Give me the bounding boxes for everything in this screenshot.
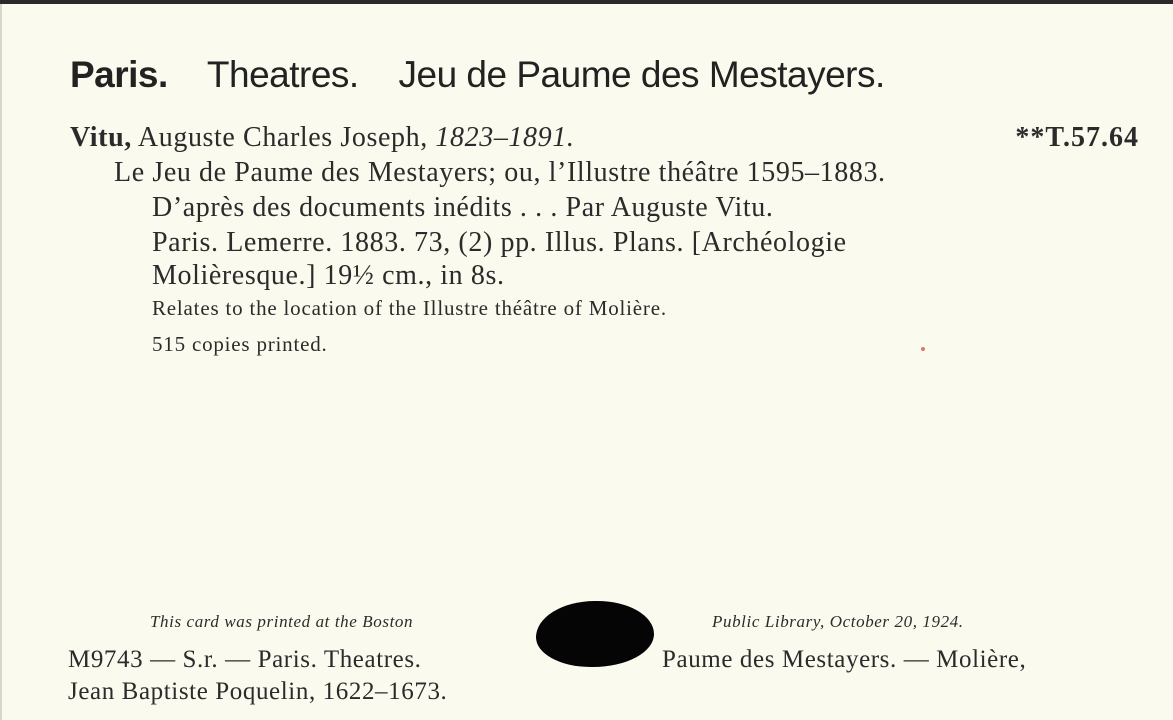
author-dates: 1823–1891.: [435, 122, 575, 153]
title-line-2: D’après des documents inédits . . . Par Auguste Vitu.: [152, 192, 774, 223]
catalog-card: [0, 4, 1173, 720]
title-line-1: Le Jeu de Paume des Mestayers; ou, l’Illustre théâtre 1595–1883.: [114, 157, 886, 188]
ink-speck: [921, 347, 925, 351]
call-number: **T.57.64: [1015, 122, 1139, 153]
heading-term-1: Theatres.: [206, 54, 359, 95]
heading-subject: Paris.: [70, 54, 168, 95]
imprint-line-2: Molièresque.] 19½ cm., in 8s.: [152, 260, 505, 291]
printed-note-left: This card was printed at the Boston: [150, 612, 414, 631]
author-surname: Vitu,: [70, 122, 132, 153]
author-forenames: Auguste Charles Joseph,: [137, 122, 428, 153]
note-copies: 515 copies printed.: [152, 332, 328, 356]
heading-term-2: Jeu de Paume des Mestayers.: [398, 54, 885, 95]
author-line: [70, 122, 574, 154]
tracing-line-1-end: Paume des Mestayers. — Molière,: [662, 646, 1027, 673]
note-location: Relates to the location of the Illustre théâtre of Molière.: [152, 296, 667, 320]
subject-heading: [70, 54, 885, 96]
printed-note-right: Public Library, October 20, 1924.: [712, 612, 964, 631]
tracing-line-2: Jean Baptiste Poquelin, 1622–1673.: [68, 678, 448, 705]
imprint-line-1: Paris. Lemerre. 1883. 73, (2) pp. Illus. Plans. [Archéologie: [152, 227, 847, 258]
tracing-line-1-start: M9743 — S.r. — Paris. Theatres.: [68, 646, 422, 673]
ink-redaction-blot: [536, 601, 654, 667]
